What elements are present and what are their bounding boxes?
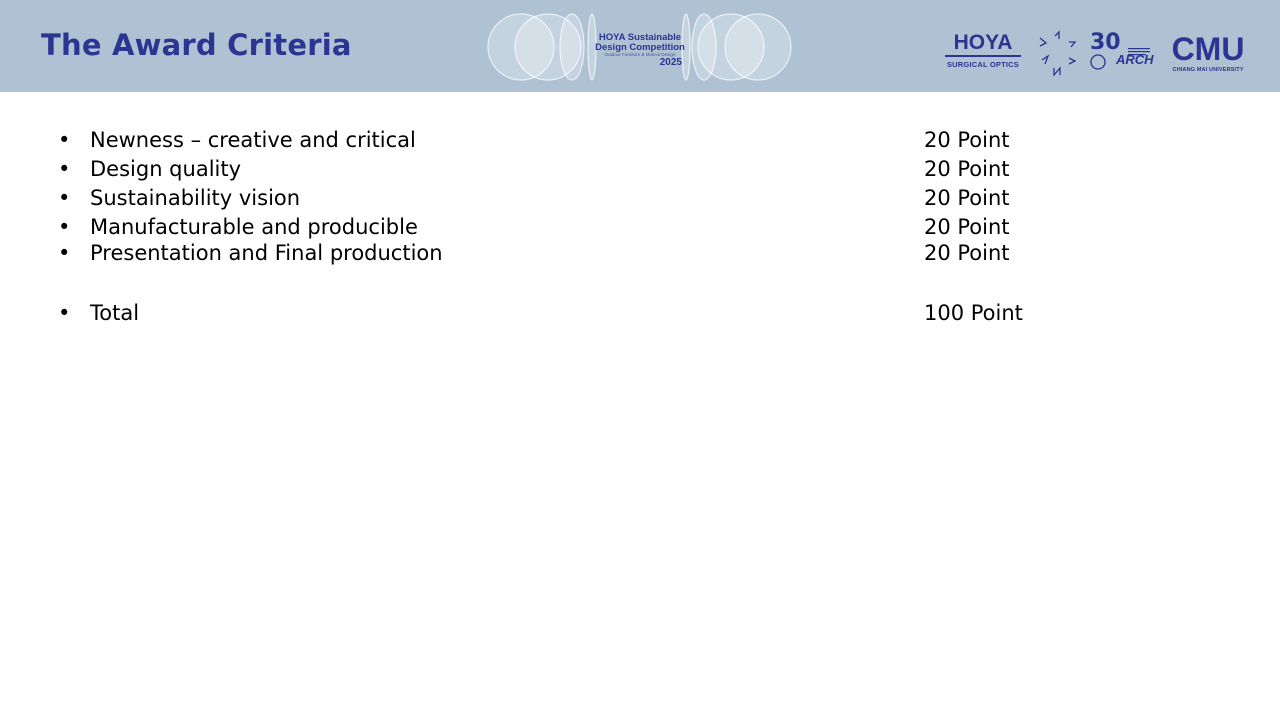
criteria-points: 20 Point <box>924 128 1010 152</box>
criteria-label: Manufacturable and producible <box>90 215 418 239</box>
criteria-label: Presentation and Final production <box>90 241 443 265</box>
triangle-mark-logo <box>1036 30 1082 80</box>
header-band <box>0 0 1280 92</box>
criteria-row <box>0 185 1280 211</box>
criteria-points: 20 Point <box>924 241 1010 265</box>
criteria-row <box>0 240 1280 266</box>
criteria-label: Design quality <box>90 157 242 181</box>
hoya-logo-subtitle: SURGICAL OPTICS <box>946 60 1020 69</box>
banner-text <box>592 33 688 68</box>
arch-logo-number: 30 <box>1090 30 1121 55</box>
banner-line2: Design Competition <box>595 41 685 53</box>
cmu-logo-subtitle: CHIANG MAI UNIVERSITY <box>1172 67 1244 73</box>
page-title: The Award Criteria <box>41 28 352 62</box>
triangle-mark-icon <box>1036 30 1082 80</box>
criteria-points: 20 Point <box>924 157 1010 181</box>
criteria-points: 20 Point <box>924 186 1010 210</box>
arch-logo-name: ARCH <box>1116 52 1154 67</box>
total-row <box>0 300 1280 326</box>
arch-30-logo <box>1088 32 1156 74</box>
criteria-row <box>0 127 1280 153</box>
criteria-label: Sustainability vision <box>90 186 301 210</box>
banner-line1: HOYA Sustainable <box>598 32 682 43</box>
bullet-marker: • <box>58 186 71 210</box>
bullet-marker: • <box>58 301 71 325</box>
bullet-marker: • <box>58 241 71 265</box>
hoya-logo <box>943 32 1023 69</box>
cmu-logo <box>1166 33 1250 73</box>
banner-line3: Outdoor Furniture & Mascot Design <box>604 51 676 57</box>
bullet-marker: • <box>58 128 71 152</box>
hoya-logo-name: HOYA <box>953 31 1013 54</box>
criteria-label: Newness – creative and critical <box>90 128 416 152</box>
hoya-logo-rule <box>945 55 1021 57</box>
total-label: Total <box>90 301 140 325</box>
criteria-points: 20 Point <box>924 215 1010 239</box>
criteria-row <box>0 214 1280 240</box>
criteria-row <box>0 156 1280 182</box>
cmu-logo-name: CMU <box>1171 31 1245 67</box>
banner-year: 2025 <box>659 56 682 68</box>
total-points: 100 Point <box>924 301 1023 325</box>
competition-banner <box>486 8 794 86</box>
bullet-marker: • <box>58 157 71 181</box>
bullet-marker: • <box>58 215 71 239</box>
